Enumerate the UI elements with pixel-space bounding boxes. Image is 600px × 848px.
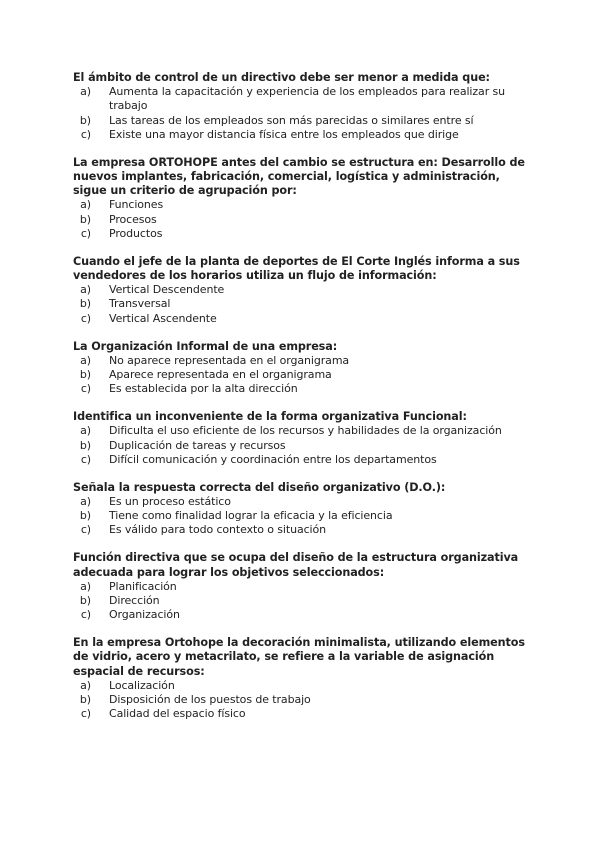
option-letter: c)	[80, 226, 91, 240]
question-text: Cuando el jefe de la planta de deportes de El Corte Inglés informa a sus vendedores de los horarios utiliza un flujo de información:	[73, 254, 520, 283]
answer-option	[73, 114, 528, 128]
question-block	[73, 156, 528, 241]
option-letter: c)	[80, 311, 91, 325]
option-text: Dirección	[109, 594, 160, 608]
option-letter: a)	[80, 85, 91, 99]
option-letter: b)	[79, 113, 91, 127]
answer-option	[73, 85, 528, 113]
answer-option	[73, 608, 528, 622]
question-block	[73, 71, 528, 142]
option-letter: c)	[80, 608, 91, 622]
option-list	[73, 424, 528, 467]
answer-option	[73, 297, 528, 311]
option-text: Calidad del espacio físico	[109, 707, 246, 721]
option-text: Vertical Descendente	[109, 283, 225, 297]
answer-option	[73, 509, 528, 523]
option-list	[73, 354, 528, 397]
answer-option	[73, 679, 528, 693]
option-text: Es un proceso estático	[109, 495, 231, 509]
option-letter: c)	[80, 707, 91, 721]
option-letter: b)	[79, 693, 91, 707]
question-block	[73, 410, 528, 467]
option-text: Localización	[109, 678, 175, 692]
option-text: Tiene como finalidad lograr la eficacia y la eficiencia	[109, 509, 393, 523]
option-letter: b)	[79, 297, 91, 311]
answer-option	[73, 198, 528, 212]
option-letter: b)	[79, 509, 91, 523]
option-text: Organización	[109, 608, 180, 622]
option-text: Procesos	[109, 212, 157, 226]
question-block	[73, 636, 528, 721]
answer-option	[73, 382, 528, 396]
option-letter: b)	[79, 368, 91, 382]
option-text: Las tareas de los empleados son más parecidas o similares entre sí	[109, 113, 474, 127]
answer-option	[73, 283, 528, 297]
option-text: Planificación	[109, 579, 177, 593]
question-list	[73, 71, 528, 735]
answer-option	[73, 580, 528, 594]
answer-option	[73, 439, 528, 453]
question-text: En la empresa Ortohope la decoración minimalista, utilizando elementos de vidrio, acero y metacrilato, se refiere a la variable de asignación espacial de recursos:	[73, 636, 525, 678]
answer-option	[73, 312, 528, 326]
question-block	[73, 551, 528, 622]
answer-option	[73, 707, 528, 721]
option-text: Funciones	[109, 198, 164, 212]
answer-option	[73, 594, 528, 608]
question-text: Señala la respuesta correcta del diseño organizativo (D.O.):	[73, 480, 446, 494]
option-letter: a)	[80, 283, 91, 297]
option-text: Dificulta el uso eficiente de los recursos y habilidades de la organización	[109, 424, 502, 438]
option-letter: b)	[79, 594, 91, 608]
option-list	[73, 85, 528, 142]
option-letter: c)	[80, 127, 91, 141]
question-text: La Organización Informal de una empresa:	[73, 339, 338, 353]
option-text: Es válido para todo contexto o situación	[109, 523, 327, 537]
option-letter: c)	[80, 523, 91, 537]
answer-option	[73, 128, 528, 142]
answer-option	[73, 424, 528, 438]
option-list	[73, 283, 528, 326]
answer-option	[73, 495, 528, 509]
question-text: La empresa ORTOHOPE antes del cambio se estructura en: Desarrollo de nuevos implantes, fabricación, comercial, logística y administración, sigue un criterio de agrupación por:	[73, 155, 525, 198]
option-text: No aparece representada en el organigrama	[109, 353, 350, 367]
option-text: Aparece representada en el organigrama	[109, 368, 332, 382]
option-text: Difícil comunicación y coordinación entre los departamentos	[109, 452, 437, 466]
question-text: El ámbito de control de un directivo debe ser menor a medida que:	[73, 71, 490, 84]
answer-option	[73, 693, 528, 707]
answer-option	[73, 368, 528, 382]
option-list	[73, 679, 528, 722]
option-letter: a)	[80, 678, 91, 692]
option-text: Existe una mayor distancia física entre los empleados que dirige	[109, 127, 459, 141]
option-text: Duplicación de tareas y recursos	[109, 438, 286, 452]
answer-option	[73, 523, 528, 537]
question-text: Identifica un inconveniente de la forma organizativa Funcional:	[73, 410, 467, 424]
option-list	[73, 495, 528, 538]
option-list	[73, 580, 528, 623]
question-block	[73, 255, 528, 326]
option-letter: a)	[80, 198, 91, 212]
answer-option	[73, 453, 528, 467]
question-block	[73, 481, 528, 538]
option-text: Transversal	[109, 297, 171, 311]
option-letter: a)	[80, 579, 91, 593]
option-letter: c)	[80, 382, 91, 396]
question-block	[73, 340, 528, 397]
option-letter: c)	[80, 452, 91, 466]
option-letter: b)	[79, 212, 91, 226]
option-letter: a)	[80, 424, 91, 438]
option-letter: a)	[80, 353, 91, 367]
question-text: Función directiva que se ocupa del diseño de la estructura organizativa adecuada para lograr los objetivos seleccionados:	[73, 551, 519, 579]
option-text: Vertical Ascendente	[109, 311, 217, 325]
option-list	[73, 198, 528, 241]
option-text: Disposición de los puestos de trabajo	[109, 693, 311, 707]
answer-option	[73, 227, 528, 241]
option-letter: b)	[79, 438, 91, 452]
option-text: Aumenta la capacitación y experiencia de los empleados para realizar su trabajo	[109, 85, 506, 113]
option-text: Productos	[109, 226, 163, 240]
option-letter: a)	[80, 495, 91, 509]
option-text: Es establecida por la alta dirección	[109, 382, 298, 396]
answer-option	[73, 213, 528, 227]
answer-option	[73, 354, 528, 368]
